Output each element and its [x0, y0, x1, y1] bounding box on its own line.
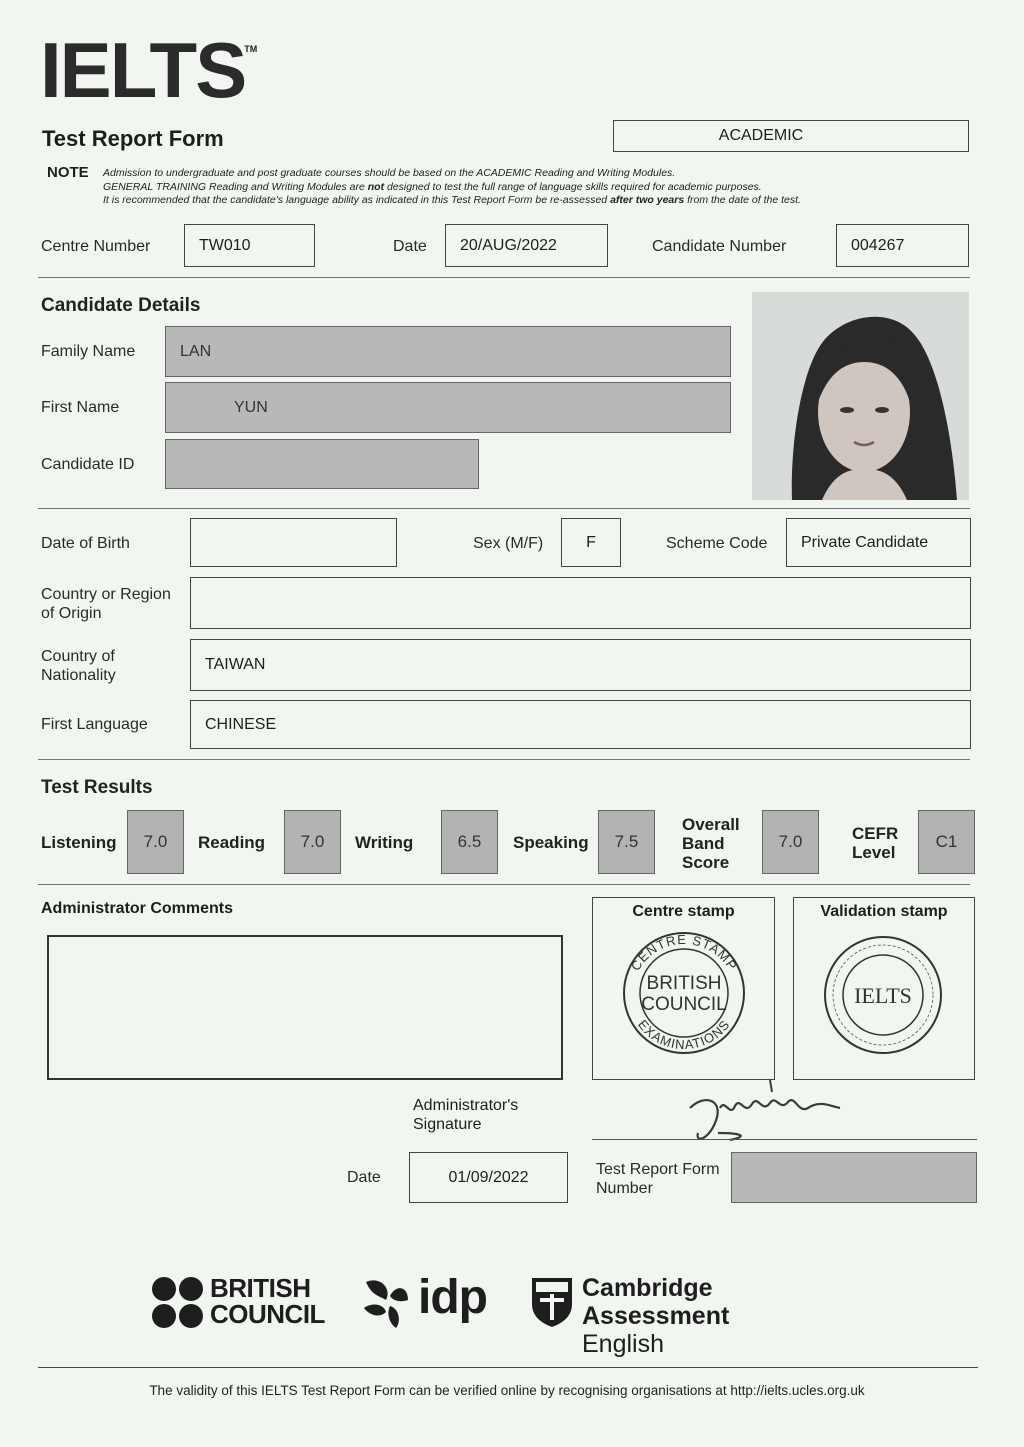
date-of-birth-field	[190, 518, 397, 567]
trf-number-label: Test Report Form Number	[596, 1161, 720, 1197]
footer-divider	[38, 1367, 978, 1368]
divider	[38, 759, 970, 760]
validation-stamp-label: Validation stamp	[820, 903, 948, 920]
validation-stamp-box	[793, 897, 975, 1080]
candidate-id-field	[165, 439, 479, 489]
writing-label: Writing	[355, 833, 414, 852]
candidate-details-heading: Candidate Details	[41, 295, 201, 316]
sex-label: Sex (M/F)	[473, 535, 544, 552]
candidate-number-field: 004267	[836, 224, 969, 267]
idp-logo: idp	[362, 1274, 492, 1332]
centre-stamp-label: Centre stamp	[632, 903, 735, 920]
cefr-level-label: CEFR Level	[852, 824, 899, 862]
speaking-score: 7.5	[598, 810, 655, 874]
scheme-code-field: Private Candidate	[786, 518, 971, 567]
scheme-code-label: Scheme Code	[666, 535, 768, 552]
cefr-level-score: C1	[918, 810, 975, 874]
divider	[38, 508, 970, 509]
first-name-field: YUN	[165, 382, 731, 433]
footer-verification-text: The validity of this IELTS Test Report Form can be verified online by recognising organisations at http://ielts.ucles.org.uk	[149, 1383, 865, 1398]
divider	[38, 884, 970, 885]
test-results-heading: Test Results	[41, 777, 153, 798]
admin-comments-label: Administrator Comments	[41, 900, 234, 917]
svg-text:CENTRE STAMP: CENTRE STAMP	[627, 931, 741, 974]
admin-comments-box	[47, 935, 563, 1080]
divider	[38, 277, 970, 278]
centre-stamp-box	[592, 897, 775, 1080]
nationality-label: Country of Nationality	[41, 648, 116, 684]
signature-label: Administrator's Signature	[413, 1097, 519, 1133]
candidate-photo	[752, 292, 969, 500]
candidate-number-label: Candidate Number	[652, 238, 787, 255]
nationality-field: TAIWAN	[190, 639, 971, 691]
note-label: NOTE	[47, 164, 89, 181]
first-language-field: CHINESE	[190, 700, 971, 749]
reading-label: Reading	[198, 833, 266, 852]
country-origin-label: Country or Region of Origin	[41, 586, 171, 622]
svg-text:IELTS: IELTS	[854, 983, 912, 1008]
overall-band-label: Overall Band Score	[682, 815, 740, 872]
idp-emblem-icon	[362, 1274, 412, 1330]
cambridge-logo: Cambridge Assessment English	[530, 1274, 860, 1332]
page-title: Test Report Form	[42, 126, 224, 151]
overall-band-score: 7.0	[762, 810, 819, 874]
test-date-field: 20/AUG/2022	[445, 224, 608, 267]
first-language-label: First Language	[41, 716, 148, 733]
signature-line	[592, 1139, 977, 1140]
sex-field: F	[561, 518, 621, 567]
ielts-logo: IELTS TM	[40, 26, 258, 114]
admin-date-label: Date	[347, 1169, 381, 1186]
family-name-field: LAN	[165, 326, 731, 377]
listening-label: Listening	[41, 833, 117, 852]
cambridge-shield-icon	[530, 1276, 574, 1328]
test-date-label: Date	[393, 238, 427, 255]
british-council-dots-icon	[152, 1277, 204, 1329]
admin-date-field: 01/09/2022	[409, 1152, 568, 1203]
note-text: Admission to undergraduate and post graduate courses should be based on the ACADEMIC Reading and Writing Modules. GENERAL TRAINING Reading and Writing Modules are not designed to test the full range of language skills required for academic purposes. It is recommended that the candidate's language ability as indicated in this Test Report Form be re-assessed after two years from the date of the test.	[103, 167, 801, 206]
candidate-id-label: Candidate ID	[41, 456, 135, 473]
listening-score: 7.0	[127, 810, 184, 874]
british-council-logo: BRITISH COUNCIL	[152, 1275, 332, 1331]
reading-score: 7.0	[284, 810, 341, 874]
first-name-label: First Name	[41, 399, 120, 416]
date-of-birth-label: Date of Birth	[41, 535, 130, 552]
svg-text:BRITISH: BRITISH	[646, 973, 722, 994]
trf-number-field	[731, 1152, 977, 1203]
centre-number-field: TW010	[184, 224, 315, 267]
centre-number-label: Centre Number	[41, 238, 151, 255]
administrator-signature	[680, 1078, 850, 1148]
country-origin-field	[190, 577, 971, 629]
svg-text:EXAMINATIONS: EXAMINATIONS	[635, 1016, 733, 1053]
svg-text:COUNCIL: COUNCIL	[641, 994, 727, 1015]
validation-stamp-seal	[818, 933, 948, 1058]
centre-stamp-seal	[614, 931, 754, 1056]
speaking-label: Speaking	[513, 833, 589, 852]
module-box: ACADEMIC	[613, 120, 969, 152]
family-name-label: Family Name	[41, 343, 136, 360]
writing-score: 6.5	[441, 810, 498, 874]
